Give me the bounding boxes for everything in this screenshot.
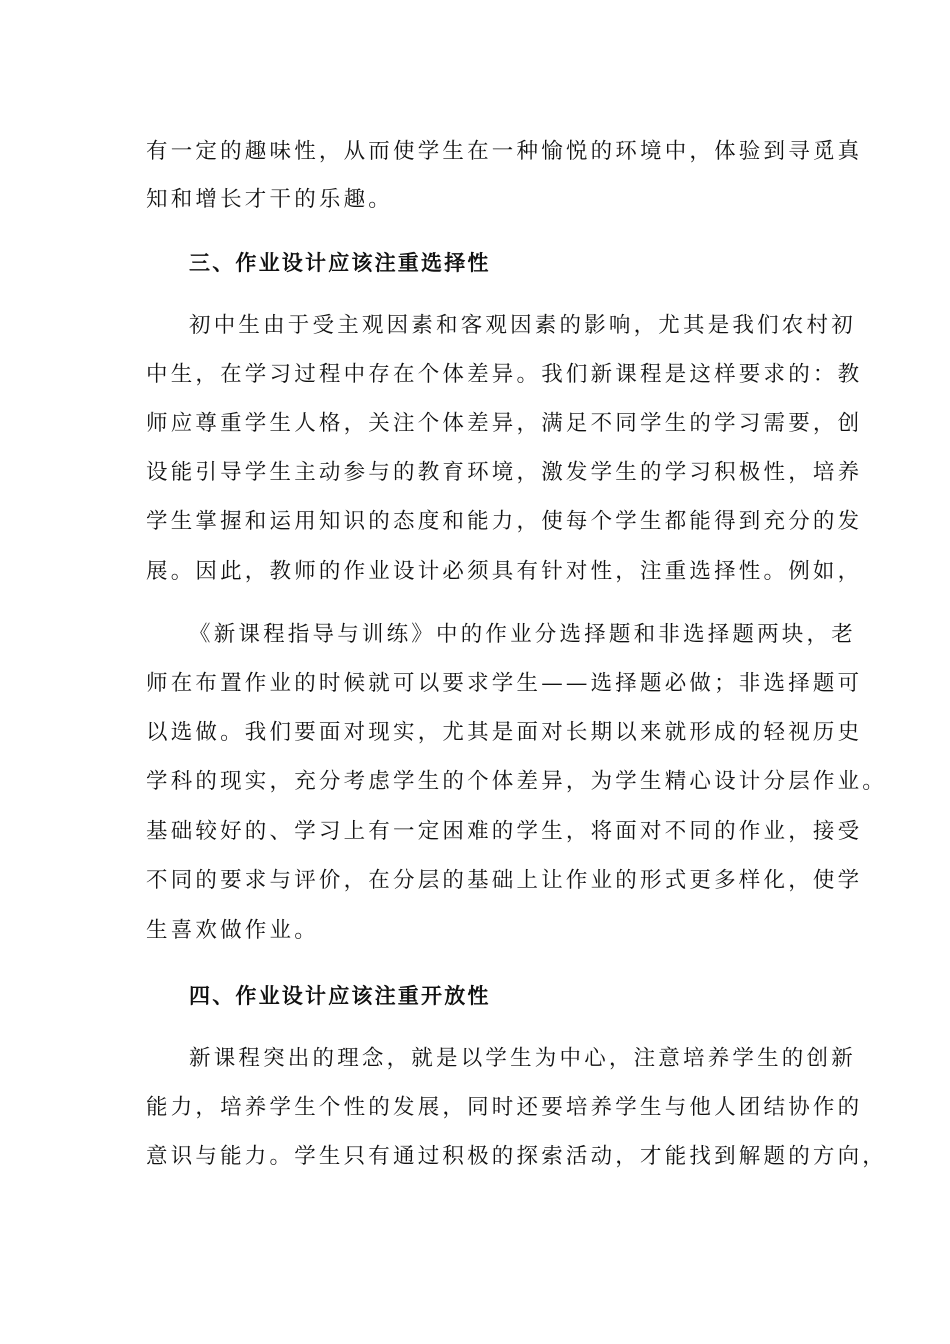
section-heading: 四、作业设计应该注重开放性 xyxy=(189,983,491,1008)
text-line: 展。因此，教师的作业设计必须具有针对性，注重选择性。例如， xyxy=(146,559,863,584)
text-line: 基础较好的、学习上有一定困难的学生，将面对不同的作业，接受 xyxy=(146,819,863,844)
text-line: 不同的要求与评价，在分层的基础上让作业的形式更多样化，使学 xyxy=(146,868,863,893)
text-line: 师应尊重学生人格，关注个体差异，满足不同学生的学习需要，创 xyxy=(146,411,863,436)
text-line: 能力，培养学生个性的发展，同时还要培养学生与他人团结协作的 xyxy=(146,1095,863,1120)
text-line: 中生，在学习过程中存在个体差异。我们新课程是这样要求的：教 xyxy=(146,362,863,387)
text-line: 学科的现实，充分考虑学生的个体差异，为学生精心设计分层作业。 xyxy=(146,769,888,794)
text-line: 以选做。我们要面对现实，尤其是面对长期以来就形成的轻视历史 xyxy=(146,720,863,745)
section-heading: 三、作业设计应该注重选择性 xyxy=(189,250,491,275)
text-line: 新课程突出的理念，就是以学生为中心，注意培养学生的创新 xyxy=(189,1046,856,1071)
text-line: 知和增长才干的乐趣。 xyxy=(146,187,394,212)
text-line: 师在布置作业的时候就可以要求学生——选择题必做；非选择题可 xyxy=(146,671,863,696)
text-line: 意识与能力。学生只有通过积极的探索活动，才能找到解题的方向， xyxy=(146,1144,888,1169)
text-line: 学生掌握和运用知识的态度和能力，使每个学生都能得到充分的发 xyxy=(146,509,863,534)
text-line: 《新课程指导与训练》中的作业分选择题和非选择题两块，老 xyxy=(189,622,856,647)
text-line: 初中生由于受主观因素和客观因素的影响，尤其是我们农村初 xyxy=(189,313,856,338)
text-line: 设能引导学生主动参与的教育环境，激发学生的学习积极性，培养 xyxy=(146,460,863,485)
text-line: 有一定的趣味性，从而使学生在一种愉悦的环境中，体验到寻觅真 xyxy=(146,139,863,164)
text-line: 生喜欢做作业。 xyxy=(146,918,319,943)
